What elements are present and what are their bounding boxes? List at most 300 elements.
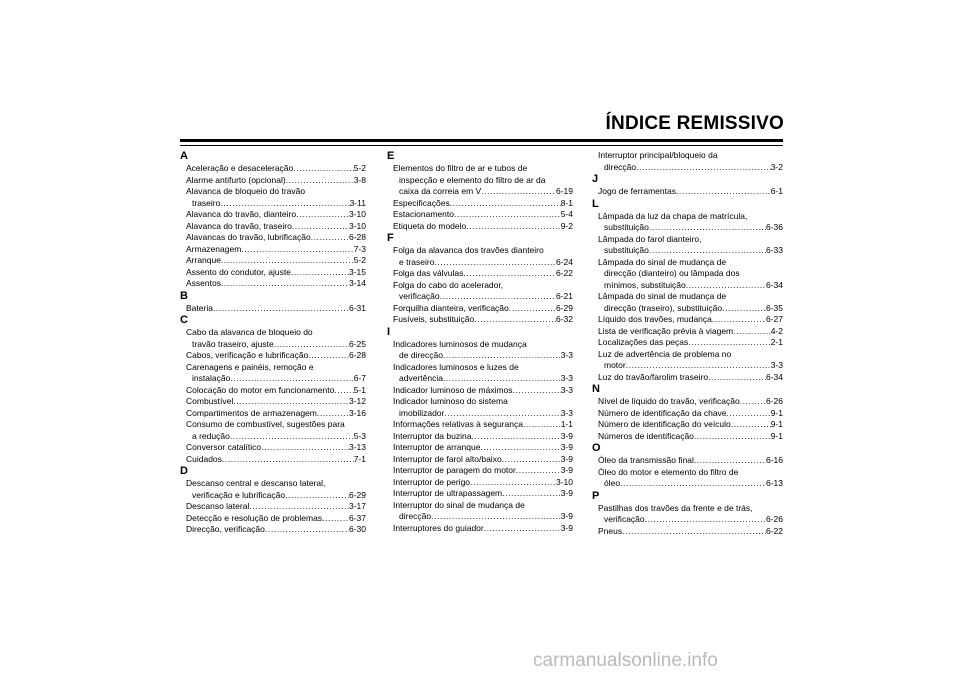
index-entry-text: Óleo do motor e elemento do filtro de <box>598 466 739 477</box>
index-entry-page: 6-28 <box>348 232 366 242</box>
index-entry-text: Folga da alavanca dos travões dianteiro <box>393 245 544 255</box>
index-entry <box>180 350 366 362</box>
index-entry <box>592 186 783 198</box>
dot-leader <box>213 303 349 315</box>
index-entry-label: verificação <box>399 291 440 301</box>
index-entry <box>387 442 573 454</box>
dot-leader <box>484 523 561 535</box>
dot-leader <box>443 350 561 362</box>
index-entry-page: 9-1 <box>770 407 783 418</box>
index-entry-page: 3-14 <box>348 278 366 288</box>
index-entry-page: 3-9 <box>560 522 573 533</box>
index-entry-page: 6-25 <box>348 338 366 349</box>
index-entry-label: Combustível <box>186 396 234 406</box>
index-entry <box>387 221 573 233</box>
index-entry <box>180 244 366 256</box>
index-entry-label: e traseiro <box>399 256 435 267</box>
index-entry-label: mínimos, substituição <box>604 279 686 290</box>
index-entry <box>387 257 573 269</box>
index-entry-page: 6-1 <box>770 186 783 196</box>
dot-leader <box>222 454 354 466</box>
dot-leader <box>221 278 349 290</box>
index-entry-label: Interruptor de farol alto/baixo <box>393 453 502 464</box>
index-entry-label: Armazenagem <box>186 243 242 254</box>
dot-leader <box>722 303 766 315</box>
index-entry <box>592 526 783 538</box>
index-entry-page: 6-26 <box>765 514 783 524</box>
index-entry-page: 3-17 <box>348 501 366 511</box>
index-entry <box>180 490 366 502</box>
index-entry <box>592 431 783 443</box>
dot-leader <box>292 221 349 233</box>
dot-leader <box>622 526 766 538</box>
dot-leader <box>708 372 766 384</box>
index-entry-page: 6-29 <box>348 489 366 500</box>
index-entry-label: direcção (traseiro), substituição <box>604 302 723 313</box>
dot-leader <box>471 431 560 443</box>
index-entry-text: Lâmpada do sinal de mudança de <box>598 291 727 301</box>
index-entry-page: 7-1 <box>353 453 366 464</box>
index-entry-label: Interruptor de ultrapassagem <box>393 488 503 498</box>
index-letter-heading: F <box>387 232 394 244</box>
index-entry-page: 6-16 <box>765 455 783 465</box>
index-entry-page: 5-4 <box>560 209 573 219</box>
index-entry-label: Número de identificação da chave <box>598 407 727 418</box>
index-entry <box>180 385 366 397</box>
index-entry <box>387 431 573 443</box>
index-entry-page: 6-30 <box>348 524 366 534</box>
index-entry <box>592 408 783 420</box>
index-entry-page: 3-3 <box>560 350 573 360</box>
index-entry-text: Folga do cabo do acelerador, <box>393 279 504 290</box>
index-entry <box>387 268 573 280</box>
index-letter-heading: O <box>592 442 601 454</box>
index-entry-page: 8-1 <box>560 197 573 208</box>
index-entry-page: 6-21 <box>555 291 573 301</box>
index-entry-label: Nível de líquido do travão, verificação <box>598 396 740 406</box>
index-entry-page: 6-34 <box>765 279 783 290</box>
dot-leader <box>285 490 349 502</box>
index-entry-label: verificação e lubrificação <box>192 489 286 500</box>
index-entry-label: Especificações <box>393 197 450 208</box>
index-entry <box>592 245 783 257</box>
dot-leader <box>686 280 766 292</box>
index-entry-page: 6-36 <box>765 222 783 232</box>
index-entry <box>592 372 783 384</box>
index-entry-page: 7-3 <box>353 243 366 254</box>
index-entry-text: Descanso central e descanso lateral, <box>186 478 326 488</box>
dot-leader <box>444 408 560 420</box>
index-entry-page: 3-16 <box>348 407 366 418</box>
index-letter-heading: N <box>592 383 600 395</box>
index-entry <box>592 162 783 174</box>
index-entry-label: Folga das válvulas <box>393 268 464 278</box>
index-entry <box>592 455 783 467</box>
index-letter-heading: D <box>180 465 188 477</box>
index-entry-page: 6-35 <box>765 302 783 313</box>
dot-leader <box>620 478 766 490</box>
index-letter-heading: L <box>592 197 599 210</box>
index-entry <box>180 339 366 351</box>
index-entry <box>180 408 366 420</box>
index-entry <box>180 175 366 187</box>
dot-leader <box>230 373 353 385</box>
index-entry-label: Direcção, verificação <box>186 524 265 534</box>
dot-leader <box>334 385 353 397</box>
index-entry-page: 3-10 <box>348 209 366 219</box>
index-entry-page: 3-3 <box>560 407 573 418</box>
dot-leader <box>516 465 561 477</box>
dot-leader <box>322 513 349 525</box>
index-entry-label: Interruptor de paragem do motor <box>393 465 516 475</box>
index-entry-label: Conversor catalítico <box>186 442 262 452</box>
dot-leader <box>261 442 349 454</box>
index-entry-text: inspecção e elemento do filtro de ar da <box>399 174 546 185</box>
index-entry-text: Lâmpada da luz da chapa de matrícula, <box>598 210 748 221</box>
dot-leader <box>286 175 354 187</box>
index-entry-label: Etiqueta do modelo <box>393 220 467 231</box>
index-entry <box>592 314 783 326</box>
index-entry-text: Alavanca de bloqueio do travão <box>186 186 306 196</box>
index-entry-label: Interruptores do guiador <box>393 522 484 533</box>
index-entry-text: Lâmpada do farol dianteiro, <box>598 233 702 244</box>
index-entry-page: 5-2 <box>353 255 366 265</box>
index-entry-label: caixa da correia em V <box>399 186 482 196</box>
index-entry-label: Pneus <box>598 525 623 536</box>
dot-leader <box>480 442 560 454</box>
index-entry-text: Indicadores luminosos de mudança <box>393 338 527 349</box>
index-entry <box>180 454 366 466</box>
index-entry-label: verificação <box>604 514 645 524</box>
index-entry-page: 9-1 <box>770 430 783 441</box>
index-entry-page: 3-9 <box>560 465 573 475</box>
index-entry-label: direcção <box>604 161 637 172</box>
index-entry <box>387 373 573 385</box>
dot-leader <box>233 396 349 408</box>
index-entry <box>180 209 366 221</box>
index-entry-label: substituição <box>604 245 649 255</box>
index-entry-page: 3-2 <box>770 161 783 172</box>
index-letter-heading: P <box>592 489 600 502</box>
index-entry-text: Interruptor principal/bloqueio da <box>598 150 718 160</box>
index-entry-page: 3-3 <box>770 360 783 370</box>
index-entry-page: 6-22 <box>765 525 783 536</box>
index-entry-label: traseiro <box>192 197 221 208</box>
dot-leader <box>265 524 349 536</box>
dot-leader <box>481 186 556 198</box>
index-entry-label: Cuidados <box>186 453 222 464</box>
index-entry-page: 6-27 <box>765 314 783 324</box>
dot-leader <box>466 221 560 233</box>
index-entry-label: Óleo da transmissão final <box>598 455 694 465</box>
index-entry-label: Compartimentos de armazenagem <box>186 407 317 418</box>
index-entry-label: Interruptor da buzina <box>393 430 472 441</box>
index-entry-text: Elementos do filtro de ar e tubos de <box>393 163 528 173</box>
title-rule-thick <box>180 139 783 142</box>
index-entry-page: 5-3 <box>353 430 366 441</box>
dot-leader <box>296 209 349 221</box>
index-entry-page: 3-9 <box>560 442 573 452</box>
index-entry <box>592 514 783 526</box>
index-entry-text: Interruptor do sinal de mudança de <box>393 499 525 510</box>
index-entry <box>592 280 783 292</box>
dot-leader <box>440 291 556 303</box>
dot-leader <box>221 255 354 267</box>
index-entry-page: 1-1 <box>560 419 573 429</box>
page-title: ÍNDICE REMISSIVO <box>605 113 784 134</box>
index-entry <box>592 478 783 490</box>
index-entry-page: 6-26 <box>765 396 783 406</box>
index-entry-page: 3-12 <box>348 396 366 406</box>
dot-leader <box>443 373 561 385</box>
index-entry-label: Aceleração e desaceleração <box>186 163 294 173</box>
index-entry <box>592 419 783 431</box>
index-entry-label: a redução <box>192 430 230 441</box>
index-entry <box>387 303 573 315</box>
dot-leader <box>626 360 771 372</box>
index-entry <box>387 465 573 477</box>
index-entry-label: Assentos <box>186 278 221 288</box>
dot-leader <box>293 163 353 175</box>
index-entry-label: Interruptor de perigo <box>393 476 471 487</box>
dot-leader <box>463 268 556 280</box>
index-entry-label: Luz do travão/farolim traseiro <box>598 371 709 382</box>
index-entry-label: direcção <box>399 511 432 521</box>
index-entry-label: imobilizador <box>399 407 445 418</box>
index-entry-page: 6-7 <box>353 373 366 383</box>
index-entry-page: 6-31 <box>348 302 366 313</box>
dot-leader <box>636 162 771 174</box>
index-entry-page: 2-1 <box>770 337 783 347</box>
index-column-1 <box>180 150 366 536</box>
index-entry <box>592 222 783 234</box>
dot-leader <box>502 454 561 466</box>
index-entry-label: advertência <box>399 373 443 383</box>
index-entry-page: 9-1 <box>770 419 783 429</box>
index-entry-label: Arranque <box>186 255 221 265</box>
index-entry-page: 3-13 <box>348 442 366 452</box>
dot-leader <box>220 198 349 210</box>
title-rule-thin <box>180 145 783 146</box>
index-entry-label: travão traseiro, ajuste <box>192 338 274 349</box>
index-entry-page: 6-32 <box>555 314 573 324</box>
index-entry <box>180 232 366 244</box>
index-entry-label: Líquido dos travões, mudança <box>598 314 712 324</box>
index-column-2 <box>387 150 573 534</box>
index-entry <box>592 360 783 372</box>
index-entry-page: 3-3 <box>560 373 573 383</box>
dot-leader <box>434 257 556 269</box>
index-entry-page: 4-2 <box>770 325 783 336</box>
index-entry-page: 6-24 <box>555 256 573 267</box>
index-entry-page: 6-19 <box>555 186 573 196</box>
index-entry-page: 6-34 <box>765 371 783 382</box>
index-entry-label: Número de identificação do veículo <box>598 419 731 429</box>
index-letter-heading: E <box>387 150 395 162</box>
dot-leader <box>241 244 353 256</box>
index-entry <box>387 209 573 221</box>
index-entry-label: Fusíveis, substituição <box>393 314 475 324</box>
index-letter-heading: C <box>180 314 188 326</box>
index-entry <box>180 198 366 210</box>
dot-leader <box>727 408 771 420</box>
index-entry-text: Indicadores luminosos e luzes de <box>393 361 519 372</box>
index-entry-text: Consumo de combustível, sugestões para <box>186 419 345 429</box>
index-entry <box>180 396 366 408</box>
index-entry-label: Alavancas do travão, lubrificação <box>186 232 311 242</box>
dot-leader <box>649 245 766 257</box>
index-entry <box>387 291 573 303</box>
index-entry <box>387 314 573 326</box>
index-entry <box>592 326 783 338</box>
index-entry-text: direcção (dianteiro) ou lâmpada dos <box>604 268 740 278</box>
index-entry-label: Lista de verificação prévia à viagem <box>598 325 734 336</box>
index-entry <box>592 396 783 408</box>
index-entry <box>387 186 573 198</box>
index-letter-heading: B <box>180 289 188 302</box>
index-entry <box>387 350 573 362</box>
index-entry-label: Informações relativas à segurança <box>393 419 523 429</box>
dot-leader <box>523 419 561 431</box>
dot-leader <box>645 514 766 526</box>
index-entry-page: 3-10 <box>555 476 573 487</box>
index-letter-heading: I <box>387 325 391 338</box>
index-entry-page: 3-3 <box>560 384 573 395</box>
index-entry-text: Luz de advertência de problema no <box>598 348 732 359</box>
index-entry-label: Localizações das peças <box>598 337 689 347</box>
index-entry-page: 5-2 <box>353 163 366 173</box>
index-entry-label: Interruptor de arranque <box>393 442 481 452</box>
index-entry-label: instalação <box>192 373 231 383</box>
index-entry-page: 3-15 <box>348 266 366 277</box>
dot-leader <box>249 501 349 513</box>
index-entry-page: 5-1 <box>353 384 366 395</box>
index-entry <box>387 198 573 210</box>
index-entry-page: 9-2 <box>560 220 573 231</box>
index-entry-page: 3-9 <box>560 511 573 521</box>
dot-leader <box>649 222 766 234</box>
index-entry-label: motor <box>604 360 626 370</box>
dot-leader <box>712 314 766 326</box>
dot-leader <box>676 186 771 198</box>
index-entry-label: Cabos, verificação e lubrificação <box>186 350 309 360</box>
index-entry <box>180 431 366 443</box>
dot-leader <box>694 431 771 443</box>
dot-leader <box>454 209 561 221</box>
index-entry-text: Cabo da alavanca de bloqueio do <box>186 327 313 337</box>
index-entry <box>592 303 783 315</box>
index-entry <box>592 337 783 349</box>
index-letter-heading: J <box>592 173 599 185</box>
dot-leader <box>474 314 556 326</box>
index-entry-label: Alavanca do travão, traseiro <box>186 220 292 231</box>
index-entry-page: 6-29 <box>555 302 573 313</box>
dot-leader <box>317 408 349 420</box>
dot-leader <box>740 396 766 408</box>
index-entry-label: Números de identificação <box>598 430 694 441</box>
dot-leader <box>688 337 770 349</box>
index-entry-label: Bateria <box>186 302 213 313</box>
index-entry-page: 3-11 <box>349 197 366 208</box>
index-entry-page: 6-33 <box>765 245 783 255</box>
index-entry-label: de direcção <box>399 350 443 360</box>
dot-leader <box>450 198 561 210</box>
index-entry <box>180 513 366 525</box>
dot-leader <box>291 267 349 279</box>
index-entry <box>387 385 573 397</box>
index-entry <box>180 524 366 536</box>
index-entry <box>180 255 366 267</box>
index-column-3 <box>592 150 783 537</box>
index-entry-label: Estacionamento <box>393 209 454 219</box>
index-entry <box>180 303 366 315</box>
index-entry-label: Descanso lateral <box>186 501 250 511</box>
index-entry <box>180 373 366 385</box>
dot-leader <box>731 419 771 431</box>
index-entry <box>387 488 573 500</box>
dot-leader <box>274 339 349 351</box>
index-letter-heading: A <box>180 150 188 162</box>
index-entry <box>387 408 573 420</box>
index-entry <box>180 278 366 290</box>
index-entry-label: óleo <box>604 478 621 488</box>
index-entry-page: 3-9 <box>560 430 573 441</box>
index-entry-page: 6-13 <box>765 478 783 488</box>
index-entry <box>180 221 366 233</box>
index-entry <box>387 523 573 535</box>
index-entry <box>180 442 366 454</box>
index-entry-label: substituição <box>604 222 649 232</box>
index-entry <box>180 163 366 175</box>
index-entry-label: Indicador luminoso de máximos <box>393 384 513 395</box>
index-entry-page: 3-9 <box>560 488 573 498</box>
dot-leader <box>509 303 556 315</box>
dot-leader <box>513 385 561 397</box>
dot-leader <box>502 488 561 500</box>
index-entry-page: 6-22 <box>555 268 573 278</box>
index-entry-label: Alavanca do travão, dianteiro <box>186 209 297 219</box>
index-entry-text: Lâmpada do sinal de mudança de <box>598 256 727 267</box>
index-entry-text: Indicador luminoso do sistema <box>393 396 508 406</box>
dot-leader <box>733 326 771 338</box>
index-entry <box>180 267 366 279</box>
index-entry-page: 3-9 <box>560 453 573 464</box>
index-entry-label: Jogo de ferramentas <box>598 186 676 196</box>
index-entry-label: Alarme antifurto (opcional) <box>186 174 286 185</box>
index-entry-text: Pastilhas dos travões da frente e de trás, <box>598 502 753 513</box>
index-entry-text: Carenagens e painéis, remoção e <box>186 361 314 372</box>
dot-leader <box>694 455 766 467</box>
index-entry-page: 6-28 <box>348 350 366 360</box>
dot-leader <box>308 350 349 362</box>
index-entry <box>387 477 573 489</box>
dot-leader <box>470 477 556 489</box>
index-entry-label: Forquilha dianteira, verificação <box>393 302 509 313</box>
index-entry-page: 6-37 <box>348 512 366 523</box>
index-entry-label: Colocação do motor em funcionamento <box>186 384 335 395</box>
index-entry-label: Assento do condutor, ajuste <box>186 266 291 277</box>
watermark: carmanualsonline.info <box>533 650 718 671</box>
index-entry-label: Detecção e resolução de problemas <box>186 512 323 523</box>
dot-leader <box>431 511 561 523</box>
index-entry <box>387 454 573 466</box>
index-entry-page: 3-8 <box>353 174 366 185</box>
dot-leader <box>311 232 349 244</box>
index-entry <box>387 511 573 523</box>
index-entry <box>387 419 573 431</box>
index-entry-page: 3-10 <box>348 220 366 231</box>
index-entry <box>180 501 366 513</box>
